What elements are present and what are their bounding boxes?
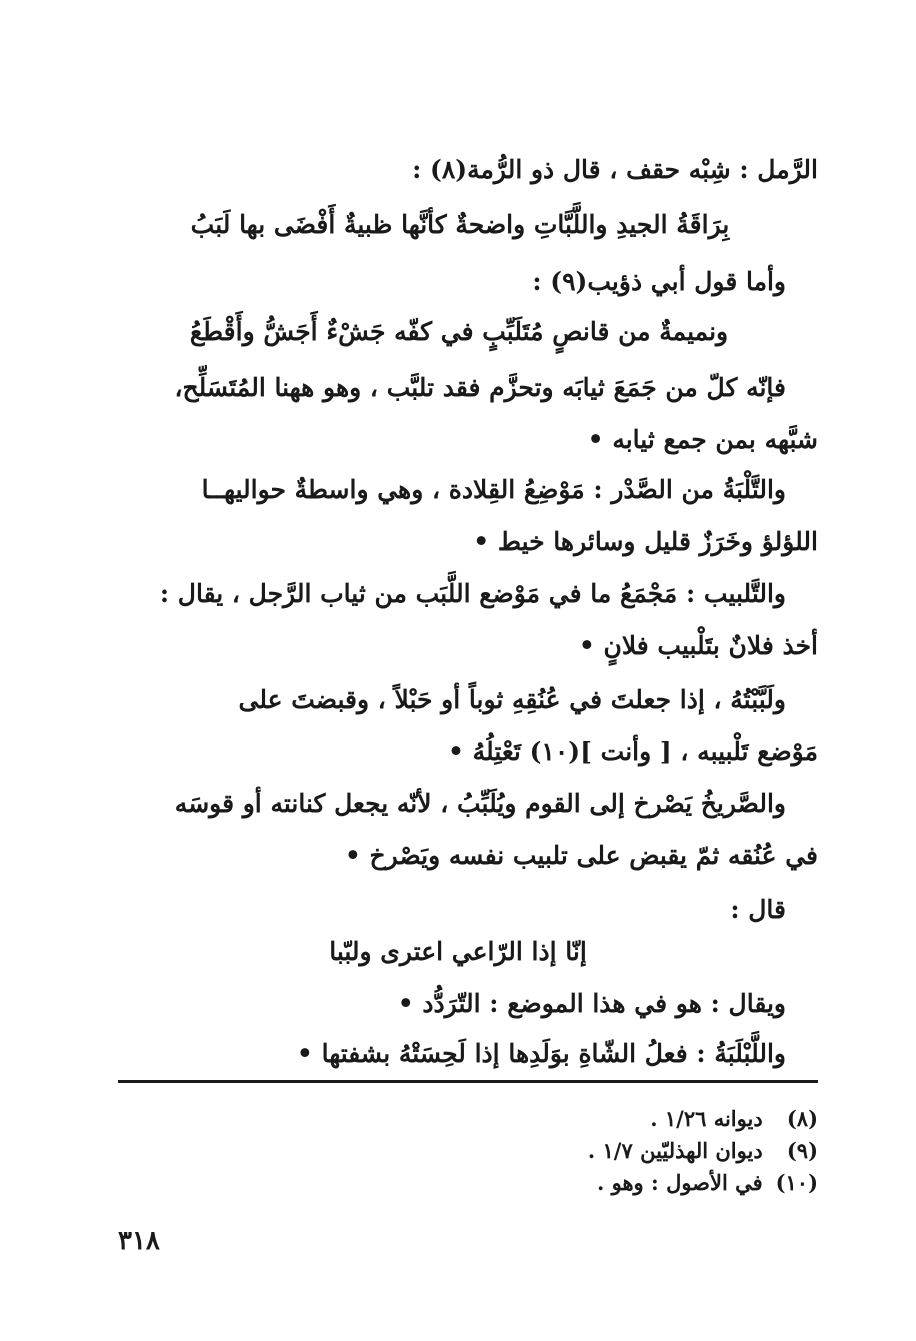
text-line-6: اللؤلؤ وخَرَزٌ قليل وسائرها خيط • [473,527,818,556]
footnote-text: ديوانه ١/٢٦ . [650,1106,763,1131]
text-line-10: مَوْضع تَلْبيبه ، [ وأنت ](١٠) تَعْتِلُهُ • [447,737,818,766]
footnote-number: (١٠) [775,1170,818,1195]
verse-line-3: إنّا إذا الرّاعي اعترى ولبّبا [329,937,587,966]
footnote-number: (٨) [786,1106,818,1131]
text-line-15: واللَّبْلَبَةُ : فعلُ الشّاةِ بوَلَدِها إذا لَحِسَتْهُ بشفتها • [296,1039,786,1068]
text-line-3: فإنّه كلّ من جَمَعَ ثيابَه وتحزَّم فقد تلبَّب ، وهو ههنا المُتَسَلِّح، [174,373,786,402]
footnote-number: (٩) [786,1138,818,1163]
text-line-11: والصَّريخُ يَصْرخ إلى القوم ويُلَبِّبُ ، لأنّه يجعل كنانته أو قوسَه [174,789,786,818]
text-line-14: ويقال : هو في هذا الموضع : التّرَدُّد • [397,989,786,1018]
footnote-text: في الأصول : وهو . [597,1170,763,1195]
page-number: ٣١٨ [118,1226,160,1256]
footnote-divider [118,1080,818,1083]
text-line-7: والتَّلبيب : مَجْمَعُ ما في مَوْضع اللَّبَب من ثياب الرَّجل ، يقال : [159,579,786,608]
text-line-9: ولَبَّبْتُهُ ، إذا جعلتَ في عُنُقِهِ ثوباً أو حَبْلاً ، وقبضتَ على [238,685,786,714]
footnote-9 [588,1136,818,1166]
text-line-13: قال : [730,895,786,924]
footnote-8 [650,1104,818,1134]
text-line-2: وأما قول أبي ذؤيب(٩) : [532,267,786,296]
footnote-10 [597,1168,818,1198]
text-line-4: شبَّهه بمن جمع ثيابه • [587,425,818,454]
text-line-1: الرَّمل : شِبْه حقف ، قال ذو الرُّمة(٨) : [412,155,818,184]
text-line-5: والتَّلْبَةُ من الصَّدْر : مَوْضِعُ القِلادة ، وهي واسطةٌ حواليهــا [201,475,786,504]
verse-line-1: بِرَاقَةُ الجيدِ واللَّبَّاتِ واضحةٌ كأنَّها ظبيةٌ أَفْضَى بها لَبَبُ [190,210,730,239]
verse-line-2: ونميمةٌ من قانصٍ مُتَلَبِّبٍ في كفّه جَشْءٌ أَجَشُّ وأَقْطَعُ [189,317,729,346]
text-line-8: أخذ فلانٌ بتَلْبيب فلانٍ • [578,631,818,660]
footnote-text: ديوان الهذليّين ١/٧ . [587,1138,763,1163]
text-line-12: في عُنُقه ثمّ يقبض على تلبيب نفسه ويَصْرخ • [344,841,818,870]
